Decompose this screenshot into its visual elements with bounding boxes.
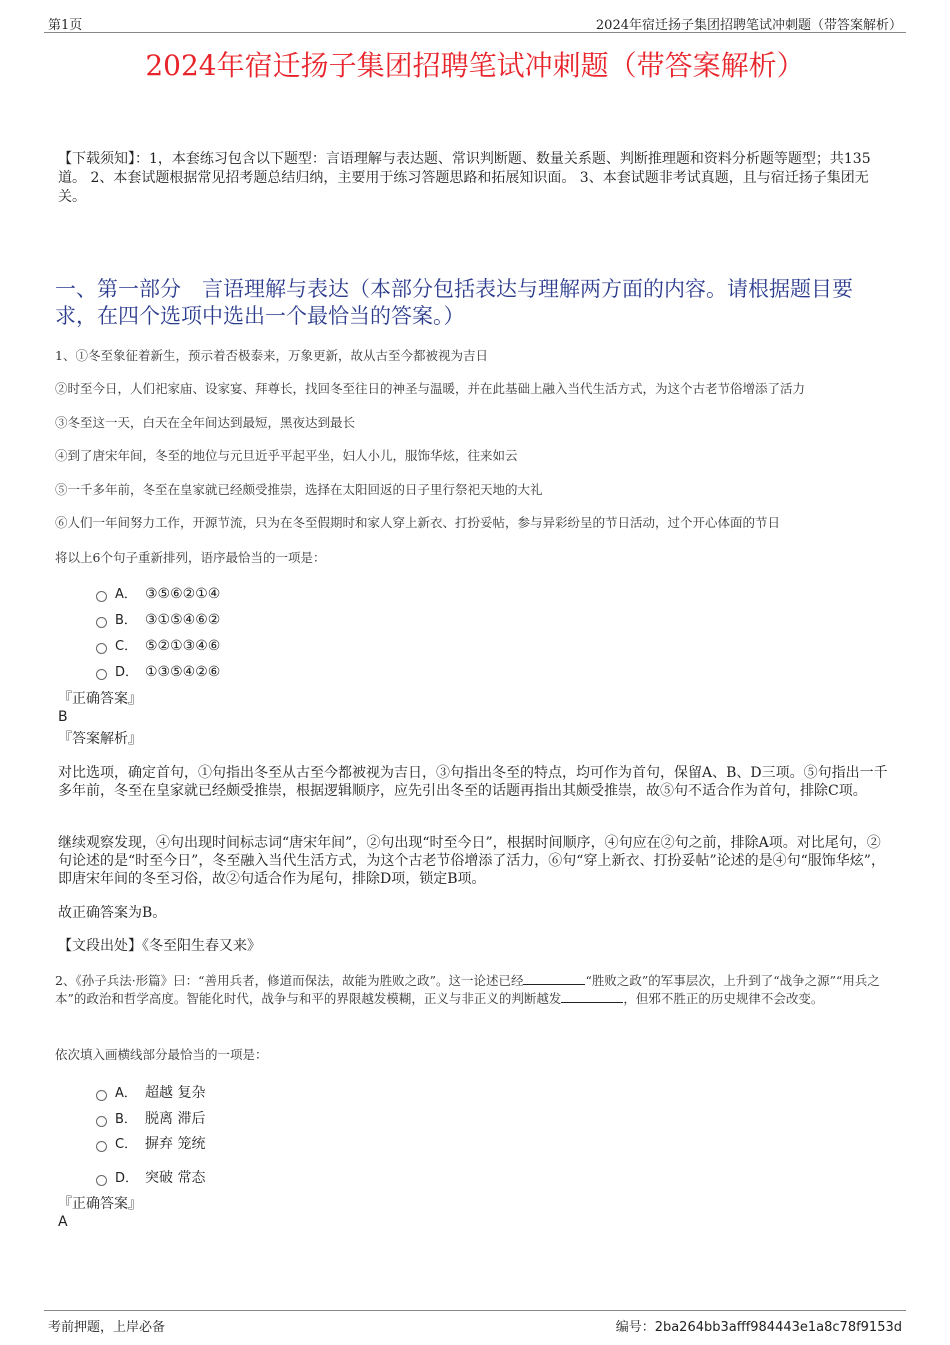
footer-doc-id: 编号：2ba264bb3afff984443e1a8c78f9153d (615, 1320, 902, 1335)
q2-answer: A (58, 1214, 68, 1230)
q2-option-a[interactable]: A． 超越 复杂 (96, 1082, 205, 1102)
q1-answer-label: 『正确答案』 (58, 691, 142, 707)
q2-answer-label: 『正确答案』 (58, 1196, 142, 1212)
q1-line-2: ②时至今日，人们祀家庙、设家宴、拜尊长，找回冬至往日的神圣与温暖，并在此基础上融入当代生活方式，为这个古老节俗增添了活力 (55, 381, 806, 396)
radio-icon[interactable] (96, 1141, 107, 1152)
radio-icon[interactable] (96, 643, 107, 654)
q2-option-b[interactable]: B． 脱离 滞后 (96, 1108, 205, 1128)
header-doc-title: 2024年宿迁扬子集团招聘笔试冲刺题（带答案解析） (595, 18, 902, 33)
q1-answer: B (58, 709, 68, 725)
q1-line-6: ⑥人们一年间努力工作，开源节流，只为在冬至假期时和家人穿上新衣、打扮妥帖，参与异彩纷呈的节日活动，过个开心体面的节日 (55, 515, 781, 530)
q1-analysis-2: 继续观察发现，④句出现时间标志词“唐宋年间”，②句出现“时至今日”，根据时间顺序，④句应在②句之前，排除A项。对比尾句，②句论述的是“时至今日”，冬至融入当代生活方式，为这个古老节俗增添了活力，⑥句“穿上新衣、打扮妥帖”论述的是④句“服饰华炫”，即唐宋年间的冬至习俗，故②句适合作为尾句，排除D项，锁定B项。 (58, 835, 885, 887)
radio-icon[interactable] (96, 1116, 107, 1127)
q1-line-1: 1、①冬至象征着新生，预示着否极泰来，万象更新，故从古至今都被视为吉日 (55, 348, 488, 363)
radio-icon[interactable] (96, 591, 107, 602)
fill-blank-2 (561, 990, 623, 1003)
q1-option-d[interactable]: D． ①③⑤④②⑥ (96, 661, 220, 680)
q1-option-c[interactable]: C． ⑤②①③④⑥ (96, 635, 220, 654)
q1-line-5: ⑤一千多年前，冬至在皇家就已经颇受推崇，选择在太阳回返的日子里行祭祀天地的大礼 (55, 482, 543, 497)
q1-option-b[interactable]: B． ③①⑤④⑥② (96, 609, 220, 628)
page-header (44, 12, 906, 33)
q1-analysis-1: 对比选项，确定首句，①句指出冬至从古至今都被视为吉日，③句指出冬至的特点，均可作为首句，保留A、B、D三项。⑤句指出一千多年前，冬至在皇家就已经颇受推崇，根据逻辑顺序，应先引出冬至的话题再指出其颇受推崇，故⑤句不适合作为首句，排除C项。 (58, 765, 888, 799)
q2-stem: 2、《孙子兵法·形篇》曰：“善用兵者，修道而保法，故能为胜败之政”。这一论述已经 “胜败之政”的军事层次，上升到了“战争之源”“用兵之本”的政治和哲学高度。智能化时代，战争与和平的界限越发模糊，正义与非正义的判断越发 ，但邪不胜正的历史规律不会改变。 (55, 973, 880, 1006)
footer-slogan: 考前押题，上岸必备 (48, 1320, 166, 1335)
page-footer (44, 1310, 906, 1335)
radio-icon[interactable] (96, 617, 107, 628)
q1-analysis-3: 故正确答案为B。 (58, 905, 167, 921)
q1-analysis-label: 『答案解析』 (58, 731, 142, 747)
q1-option-a[interactable]: A． ③⑤⑥②①④ (96, 583, 220, 602)
fill-blank-1 (523, 972, 585, 985)
radio-icon[interactable] (96, 1175, 107, 1186)
q2-prompt: 依次填入画横线部分最恰当的一项是： (55, 1047, 268, 1062)
download-notice: 【下载须知】：1，本套练习包含以下题型：言语理解与表达题、常识判断题、数量关系题、判断推理题和资料分析题等题型；共135道。 2、本套试题根据常见招考题总结归纳，主要用于练习答题思路和拓展知识面。 3、本套试题非考试真题，且与宿迁扬子集团无关。 (58, 151, 871, 205)
radio-icon[interactable] (96, 669, 107, 680)
radio-icon[interactable] (96, 1090, 107, 1101)
q1-source: 【文段出处】《冬至阳生春又来》 (58, 938, 261, 954)
q2-option-c[interactable]: C． 摒弃 笼统 (96, 1133, 205, 1153)
q1-line-4: ④到了唐宋年间，冬至的地位与元旦近乎平起平坐，妇人小儿，服饰华炫，往来如云 (55, 448, 518, 463)
section-heading: 一、第一部分 言语理解与表达（本部分包括表达与理解两方面的内容。请根据题目要求，在四个选项中选出一个最恰当的答案。） (55, 277, 853, 328)
q2-option-d[interactable]: D． 突破 常态 (96, 1167, 205, 1187)
q1-line-3: ③冬至这一天，白天在全年间达到最短，黑夜达到最长 (55, 415, 356, 430)
page-number: 第1页 (48, 18, 83, 33)
q1-prompt: 将以上6个句子重新排列，语序最恰当的一项是： (55, 550, 326, 565)
document-title: 2024年宿迁扬子集团招聘笔试冲刺题（带答案解析） (145, 49, 805, 82)
